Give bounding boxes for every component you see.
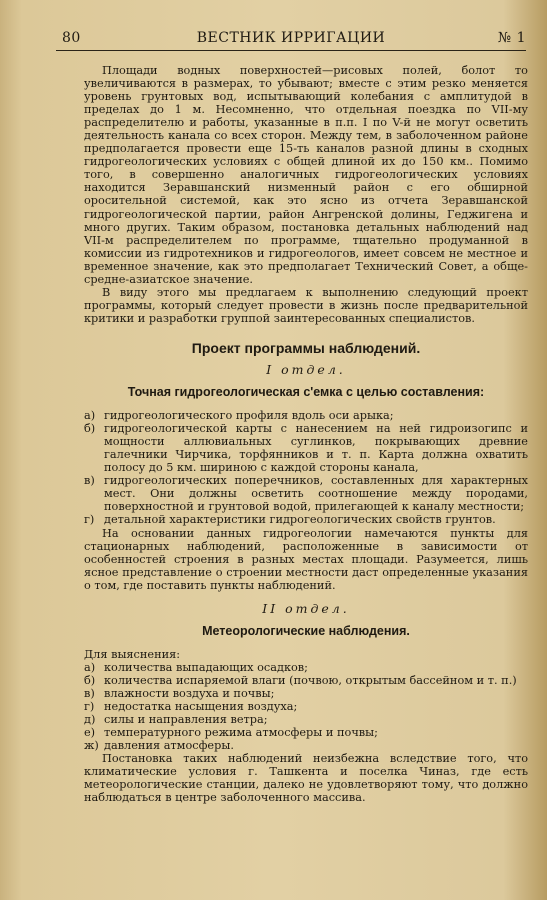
page-number: 80 xyxy=(62,30,81,46)
list-item: б) количества испаряемой влаги (почвою, открытым бассейном и т. п.) xyxy=(84,673,517,687)
list-item: е) температурного режима атмосферы и почвы; xyxy=(84,726,378,740)
program-title: Проект программы наблюдений. xyxy=(191,339,421,356)
list-item: в) гидрогеологических поперечников, составленных для характерных мест. Они должны осветить соотношение между породами, поверхностной и грунтовой водой, прилегающей к каналу местности; xyxy=(84,474,528,514)
article-body xyxy=(84,64,528,804)
list-item: г) недостатка насыщения воздуха; xyxy=(84,700,298,714)
intro-paragraph: В виду этого мы предлагаем к выполнению следующий проект программы, который следует провести в жизнь после предварительной критики и разработки группой заинтересованных специалистов. xyxy=(84,285,528,325)
section-1-list xyxy=(84,409,528,526)
section-heading-1: I отдел. xyxy=(266,361,346,377)
journal-title: ВЕСТНИК ИРРИГАЦИИ xyxy=(196,30,386,46)
section-2-lead: Для выяснения: xyxy=(84,647,181,661)
section-heading-2: II отдел. xyxy=(262,600,350,616)
section-subtitle-1: Точная гидрогеологическая с'емка с целью составления: xyxy=(127,385,485,400)
list-item: д) силы и направления ветра; xyxy=(84,713,268,727)
list-item: в) влажности воздуха и почвы; xyxy=(84,686,275,700)
running-header xyxy=(56,30,526,51)
section-1-paragraph: На основании данных гидрогеологии намечаются пункты для стационарных наблюдений, расположенные в зависимости от особенностей строения в разных местах площади. Разумеется, лишь ясное представление о строении местности даст определенные указания о том, где поставить пункты наблюдений. xyxy=(84,526,528,592)
section-subtitle-2: Метеорологические наблюдения. xyxy=(202,623,410,638)
list-item: г) детальной характеристики гидрогеологических свойств грунтов. xyxy=(84,513,496,527)
section-2-paragraph: Постановка таких наблюдений неизбежна вследствие того, что климатические условия г. Ташкента и поселка Чиназ, где есть метеорологические станции, далеко не удовлетворяют тому, что должно наблюдаться в центре заболоченного массива. xyxy=(84,752,528,805)
list-item: б) гидрогеологической карты с нанесением на ней гидроизогипс и мощности аллювиальных суглинков, покрывающих древние галечники Чирчика, торфянников и т. п. Карта должна охватить полосу до 5 км. шириною с каждой стороны канала, xyxy=(84,422,528,475)
list-item: а) гидрогеологического профиля вдоль оси арыка; xyxy=(84,409,394,423)
issue-number: № 1 xyxy=(497,30,526,46)
list-item: а) количества выпадающих осадков; xyxy=(84,660,308,674)
section-2-list xyxy=(84,661,528,752)
intro-paragraph: Площади водных поверхностей—рисовых полей, болот то увеличиваются в размерах, то убывают; вместе с этим резко меняется уровень грунтовых вод, испытывающий колебания с амплитудой в пределах до 1 м. Несомненно, что отдельная поездка по VII-му распределителю и работы, указанные в п.п. I по V-й не могут осветить деятельность канала со всех сторон. Между тем, в заболоченном районе предполагается провести еще 15-ть каналов разной длины в сходных гидрогеологических условиях с общей длиной их до 150 км.. Помимо того, в совершенно аналогичных гидрогеологических условиях находится Зеравшанский низменный район с его обширной оросительной системой, как это ясно из отчета Зеравшанской гидрогеологической партии, район Ангренской долины, Геджигена и много других. Таким образом, постановка детальных наблюдений над VII-м распределителем по программе, тщательно продуманной в комиссии из гидротехников и гидрогеологов, имеет совсем не местное и временное значение, как это предполагает Технический Совет, а обще-средне-азиатское значение. xyxy=(84,64,528,286)
list-item: ж) давления атмосферы. xyxy=(84,739,234,753)
